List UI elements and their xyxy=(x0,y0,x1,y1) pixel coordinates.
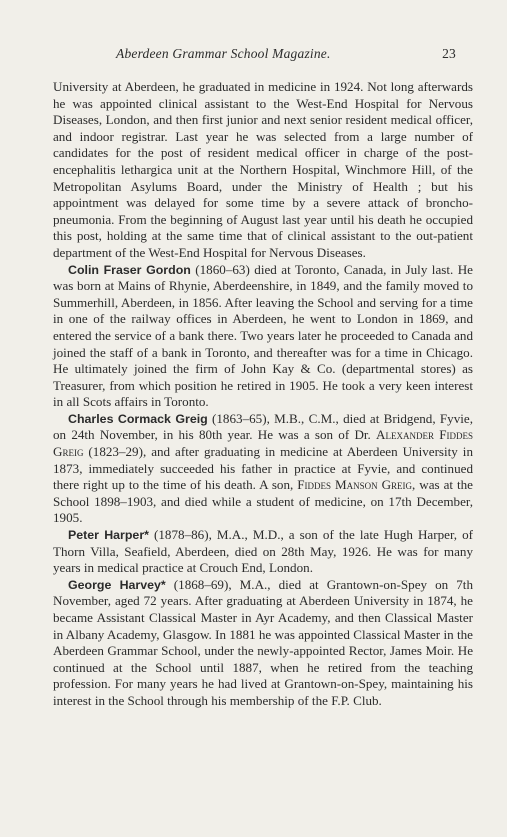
obituary-greig xyxy=(53,411,473,527)
article-body xyxy=(53,79,473,710)
paragraph-text: (1860–63) died at Toronto, Canada, in July last. He was born at Mains of Rhynie, Aberdeenshire, in 1849, and the family moved to Summerhill, Aberdeen, in 1856. After leaving the School and serving for a time in one of the railway offices in Aberdeen, he went to London in 1869, and entered the service of a bank there. Two years later he proceeded to Canada and joined the staff of a bank in Toronto, and thereafter was for a time in Chicago. He ultimately joined the firm of John Kay & Co. (departmental stores) as Treasurer, from which position he retired in 1905. He took a very keen interest in all Scots affairs in Toronto. xyxy=(53,261,473,410)
paragraph-continuation xyxy=(53,79,473,262)
page-number: 23 xyxy=(442,46,456,61)
obituary-harvey xyxy=(53,577,473,710)
paragraph-text: (1868–69), M.A., died at Grantown-on-Spey on 7th November, aged 72 years. After graduating at Aberdeen University in 1874, he became Assistant Classical Master in Ayr Academy, and then Classical Master in Albany Academy, Glasgow. In 1881 he was appointed Classical Master in the Aberdeen Grammar School, under the newly-appointed Rector, James Moir. He continued at the School until 1887, when he retired from the teaching profession. For many years he had lived at Grantown-on-Spey, maintaining his interest in the School through his membership of the F.P. Club. xyxy=(53,576,473,708)
obituary-harper xyxy=(53,527,473,577)
person-name: Colin Fraser Gordon xyxy=(68,262,191,277)
person-name: Charles Cormack Greig xyxy=(68,411,208,426)
paragraph-text: University at Aberdeen, he graduated in medicine in 1924. Not long afterwards he was appointed clinical assistant to the West-End Hospital for Nervous Diseases, London, and then first junior and next senior resident medical officer, and indoor registrar. Last year he was selected from a large number of candidates for the post of resident medical officer in charge of the post-encephalitis lethargica unit at the Northern Hospital, Winchmore Hill, of the Metropolitan Asylums Board, under the Ministry of Health ; but his appointment was delayed for some time by a severe attack of broncho-pneumonia. From the beginning of August last year until his death he occupied this post, holding at the same time that of clinical assistant to the out-patient department of the West-End Hospital for Nervous Diseases. xyxy=(53,79,473,260)
person-name-smallcaps: Fiddes Manson Greig xyxy=(297,477,413,493)
person-name: Peter Harper* xyxy=(68,528,149,543)
paragraph-text: (1878–86), M.A., M.D., a son of the late Hugh Harper, of Thorn Villa, Seafield, Aberdeen, died on 28th May, 1926. He was for many years in medical practice at Crouch End, London. xyxy=(53,527,474,576)
obituary-gordon xyxy=(53,262,473,411)
person-name: George Harvey* xyxy=(68,577,166,592)
paragraph-text: (1823–29), and after graduating in medicine at Aberdeen University in 1873, immediately succeeded his father in practice at Fyvie, and continued there right up to the time of his death. A son, xyxy=(53,444,473,493)
running-head xyxy=(116,46,456,62)
paragraph-text: , was at the School 1898–1903, and died while a student of medicine, on 17th December, 1905. xyxy=(53,477,473,526)
person-name-smallcaps: Alexander Fiddes Greig xyxy=(53,427,474,460)
running-title: Aberdeen Grammar School Magazine. xyxy=(116,46,331,61)
paragraph-text: (1863–65), M.B., C.M., died at Bridgend, Fyvie, on 24th November, in his 80th year. He was a son of Dr. xyxy=(53,410,473,443)
